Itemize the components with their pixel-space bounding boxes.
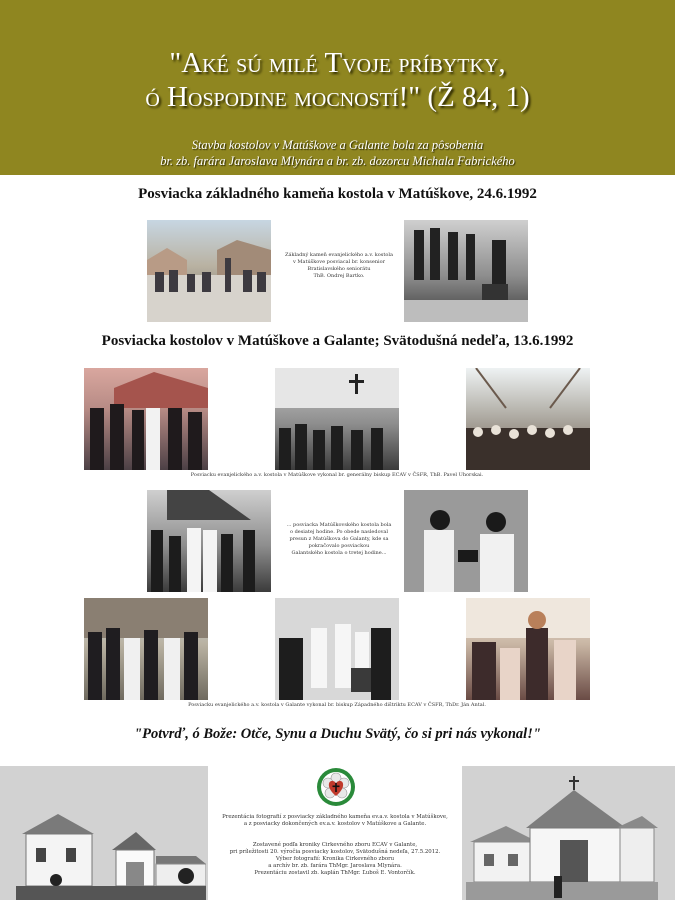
photo-congregation-interior bbox=[466, 368, 590, 470]
subtitle-line-2: br. zb. farára Jaroslava Mlynára a br. zb. dozorcu Michala Fabrického bbox=[160, 154, 515, 168]
luther-rose-icon bbox=[316, 766, 356, 808]
section2-middle-caption bbox=[276, 522, 402, 557]
footer-info-panel bbox=[208, 766, 462, 900]
section1-caption-line: ThB. Ondrej Bartko. bbox=[313, 273, 365, 279]
subtitle-line-1: Stavba kostolov v Matúškove a Galante bola za pôsobenia bbox=[191, 138, 484, 152]
footer-line: Prezentáciu zostavil zb. kaplán ThMgr. Ľuboš E. Vontorčík. bbox=[254, 870, 416, 876]
section1-heading: Posviacka základného kameňa kostola v Matúškove, 24.6.1992 bbox=[138, 186, 537, 202]
photo-greeting-galanta bbox=[466, 598, 590, 700]
section1-caption-line: v Matúškove posviacal br. konsenior bbox=[292, 259, 386, 265]
photo-altar-matuskovo bbox=[275, 368, 399, 470]
middle-caption-line: pokračovalo posviackou bbox=[308, 543, 370, 549]
section1-caption bbox=[276, 252, 402, 280]
middle-caption-line: presun z Matúškova do Galanty, kde sa bbox=[289, 536, 389, 542]
section2-caption-row1: Posviacku evanjelického a.v. kostola v Matúškove vykonal br. generálny biskup ECAV v ČSFR, ThB. Pavel Uhorskai. bbox=[190, 472, 484, 478]
section2-heading: Posviacka kostolov v Matúškove a Galante; Svätodušná nedeľa, 13.6.1992 bbox=[101, 333, 574, 349]
section1-caption-line: Základný kameň evanjelického a.v. kostola bbox=[285, 252, 393, 258]
footer-block-1 bbox=[208, 814, 462, 828]
poster-subtitle bbox=[0, 137, 675, 169]
church-galanta-drawing bbox=[466, 776, 658, 900]
photo-clergy-galanta bbox=[84, 598, 208, 700]
footer-line: pri príležitosti 20. výročia posviacky kostolov, Svätodušná nedeľa, 27.5.2012. bbox=[229, 849, 441, 855]
header-banner bbox=[0, 0, 675, 175]
photo-altar-galanta bbox=[275, 598, 399, 700]
footer-block-2 bbox=[208, 842, 462, 877]
title-line-1: "Aké sú milé Tvoje príbytky, bbox=[169, 47, 506, 79]
footer bbox=[0, 766, 675, 900]
title-line-2: ó Hospodine mocností!" (Ž 84, 1) bbox=[145, 81, 530, 113]
church-matuskovo-drawing bbox=[16, 804, 206, 900]
footer-line: Prezentácia fotografií z posviacky základného kameňa ev.a.v. kostola v Matúškove, bbox=[222, 814, 448, 820]
footer-line: a z posviacky dokončených ev.a.v. kostolov v Matúškove a Galante. bbox=[243, 821, 427, 827]
photo-procession-matuskovo bbox=[84, 368, 208, 470]
section2-caption-row3: Posviacku evanjelického a.v. kostola v Galante vykonal br. biskup Západného dištriktu ECAV v ČSFR, ThDr. Ján Antal. bbox=[188, 702, 486, 708]
photo-procession-entrance bbox=[147, 490, 271, 592]
photo-bishop-blessing bbox=[404, 490, 528, 592]
poster-title bbox=[0, 46, 675, 114]
footer-line: Zostavené podľa kroniky Cirkevného zboru ECAV v Galante, bbox=[252, 842, 418, 848]
middle-caption-line: ... posviacka Matúškovského kostola bola bbox=[286, 522, 392, 528]
footer-line: a archív br. zb. farára ThMgr. Jaroslava Mlynára. bbox=[268, 863, 402, 869]
closing-quote: "Potvrď, ó Bože: Otče, Synu a Duchu Svätý, čo si pri nás vykonal!" bbox=[134, 726, 541, 742]
photo-cornerstone-crowd bbox=[147, 220, 271, 322]
middle-caption-line: o desiatej hodine. Po obede nasledoval bbox=[289, 529, 389, 535]
photo-cornerstone-blessing bbox=[404, 220, 528, 322]
middle-caption-line: Galantského kostola o tretej hodine... bbox=[291, 550, 387, 556]
section1-caption-line: Bratislavského seniorátu bbox=[307, 266, 371, 272]
footer-line: Výber fotografií: Kronika Cirkevného zboru bbox=[275, 856, 395, 862]
